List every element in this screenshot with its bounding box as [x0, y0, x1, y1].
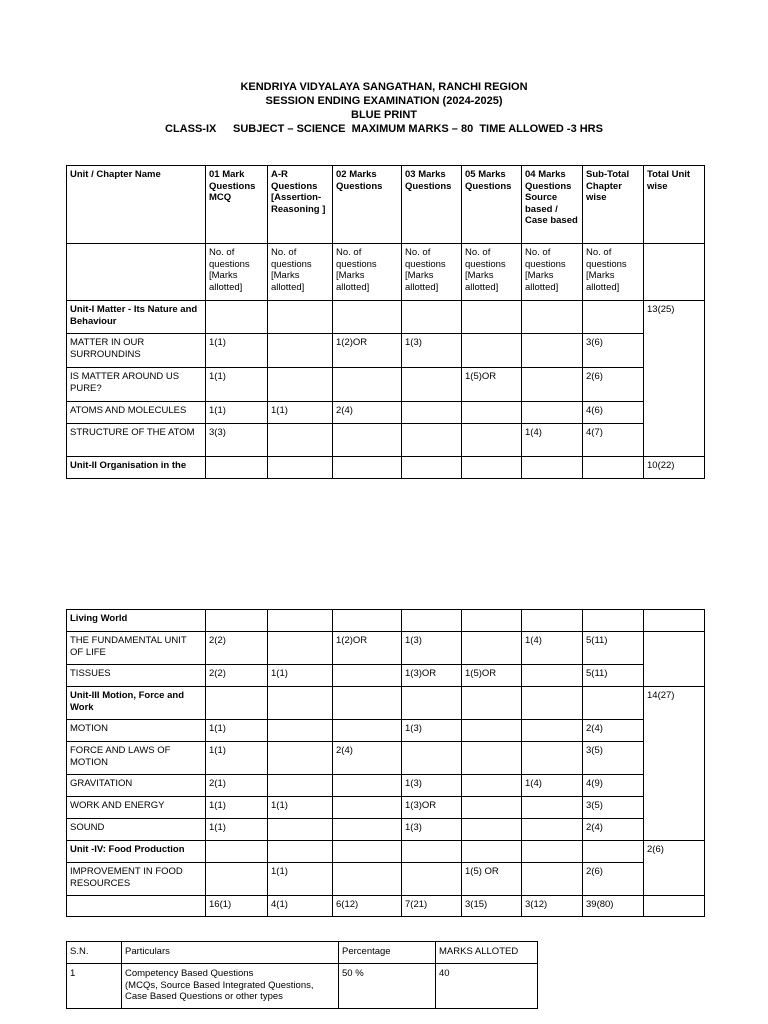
- four-marks-cell: [522, 841, 583, 863]
- column-header-total: Total Unit wise: [644, 166, 705, 244]
- assertion-reasoning-cell: [268, 775, 333, 797]
- two-marks-cell: [333, 368, 402, 402]
- four-marks-cell: [522, 402, 583, 424]
- five-marks-cell: [462, 610, 522, 632]
- four-marks-cell: 1(4): [522, 775, 583, 797]
- column-header-2-marks: 02 Marks Questions: [333, 166, 402, 244]
- four-marks-cell: [522, 457, 583, 479]
- unit-total-cell: [644, 896, 705, 917]
- subtotal-cell: 3(6): [583, 334, 644, 368]
- two-marks-cell: [333, 797, 402, 819]
- unit-total-cell: [644, 665, 705, 687]
- subtotal-cell: 2(6): [583, 863, 644, 896]
- five-marks-cell: 1(5)OR: [462, 368, 522, 402]
- four-marks-cell: 1(4): [522, 632, 583, 665]
- three-marks-cell: 1(3): [402, 334, 462, 368]
- five-marks-cell: [462, 687, 522, 720]
- four-marks-cell: [522, 687, 583, 720]
- assertion-reasoning-cell: 1(1): [268, 665, 333, 687]
- assertion-reasoning-cell: [268, 742, 333, 775]
- five-marks-cell: [462, 334, 522, 368]
- weightage-header-particulars: Particulars: [122, 942, 339, 964]
- subheader-empty-cell: [67, 244, 206, 301]
- header-class: CLASS-IX: [165, 123, 217, 135]
- blueprint-table-part-1: [66, 165, 705, 479]
- weightage-table: [66, 941, 538, 1009]
- weightage-percentage: 50 %: [339, 964, 436, 1009]
- chapter-row: [67, 797, 705, 819]
- assertion-reasoning-cell: [268, 610, 333, 632]
- three-marks-cell: 7(21): [402, 896, 462, 917]
- subheader-cell: No. of questions [Marks allotted]: [268, 244, 333, 301]
- column-header-unit: Unit / Chapter Name: [67, 166, 206, 244]
- three-marks-cell: [402, 402, 462, 424]
- two-marks-cell: [333, 863, 402, 896]
- chapter-name-cell: Unit-I Matter - Its Nature and Behaviour: [67, 301, 206, 334]
- five-marks-cell: 1(5)OR: [462, 665, 522, 687]
- three-marks-cell: [402, 301, 462, 334]
- mcq-cell: 3(3): [206, 424, 268, 457]
- mcq-cell: 1(1): [206, 797, 268, 819]
- five-marks-cell: 1(5) OR: [462, 863, 522, 896]
- subtotal-cell: 39(80): [583, 896, 644, 917]
- subtotal-cell: [583, 687, 644, 720]
- subtotal-cell: 3(5): [583, 797, 644, 819]
- mcq-cell: 16(1): [206, 896, 268, 917]
- mcq-cell: 2(1): [206, 775, 268, 797]
- chapter-row: [67, 424, 705, 457]
- mcq-cell: 2(2): [206, 632, 268, 665]
- unit-total-cell: [644, 424, 705, 457]
- two-marks-cell: 2(4): [333, 402, 402, 424]
- unit-row: [67, 301, 705, 334]
- subheader-cell: No. of questions [Marks allotted]: [206, 244, 268, 301]
- five-marks-cell: [462, 841, 522, 863]
- assertion-reasoning-cell: [268, 720, 333, 742]
- three-marks-cell: [402, 610, 462, 632]
- two-marks-cell: [333, 424, 402, 457]
- mcq-cell: 2(2): [206, 665, 268, 687]
- column-header-3-marks: 03 Marks Questions: [402, 166, 462, 244]
- unit-row: [67, 687, 705, 720]
- four-marks-cell: [522, 819, 583, 841]
- subtotal-cell: [583, 457, 644, 479]
- weightage-particulars: Competency Based Questions (MCQs, Source Based Integrated Questions, Case Based Questions or other types: [122, 964, 339, 1009]
- chapter-row: [67, 819, 705, 841]
- subtotal-cell: 5(11): [583, 665, 644, 687]
- three-marks-cell: 1(3)OR: [402, 665, 462, 687]
- assertion-reasoning-cell: 1(1): [268, 863, 333, 896]
- header-line-3: BLUE PRINT: [351, 109, 417, 121]
- assertion-reasoning-cell: 1(1): [268, 797, 333, 819]
- five-marks-cell: [462, 775, 522, 797]
- four-marks-cell: [522, 742, 583, 775]
- four-marks-cell: [522, 301, 583, 334]
- chapter-row: [67, 742, 705, 775]
- chapter-name-cell: WORK AND ENERGY: [67, 797, 206, 819]
- chapter-name-cell: ATOMS AND MOLECULES: [67, 402, 206, 424]
- three-marks-cell: 1(3): [402, 819, 462, 841]
- two-marks-cell: [333, 720, 402, 742]
- mcq-cell: 1(1): [206, 402, 268, 424]
- column-header-assertion-reasoning: A-R Questions [Assertion-Reasoning ]: [268, 166, 333, 244]
- three-marks-cell: [402, 368, 462, 402]
- chapter-name-cell: STRUCTURE OF THE ATOM: [67, 424, 206, 457]
- three-marks-cell: [402, 457, 462, 479]
- five-marks-cell: [462, 457, 522, 479]
- unit-total-cell: [644, 775, 705, 797]
- two-marks-cell: 1(2)OR: [333, 632, 402, 665]
- chapter-name-cell: Unit-III Motion, Force and Work: [67, 687, 206, 720]
- two-marks-cell: [333, 775, 402, 797]
- unit-total-cell: 2(6): [644, 841, 705, 863]
- four-marks-cell: [522, 610, 583, 632]
- mcq-cell: [206, 457, 268, 479]
- unit-total-cell: [644, 402, 705, 424]
- four-marks-cell: [522, 720, 583, 742]
- four-marks-cell: 1(4): [522, 424, 583, 457]
- mcq-cell: 1(1): [206, 819, 268, 841]
- subtotal-cell: [583, 841, 644, 863]
- chapter-name-cell: SOUND: [67, 819, 206, 841]
- unit-total-cell: [644, 368, 705, 402]
- chapter-name-cell: MOTION: [67, 720, 206, 742]
- subtotal-cell: 4(9): [583, 775, 644, 797]
- assertion-reasoning-cell: [268, 424, 333, 457]
- three-marks-cell: [402, 687, 462, 720]
- blueprint-body-part-1: [67, 301, 705, 479]
- mcq-cell: 1(1): [206, 368, 268, 402]
- subtotal-cell: 2(6): [583, 368, 644, 402]
- unit-total-cell: [644, 720, 705, 742]
- chapter-row: [67, 368, 705, 402]
- unit-row: [67, 610, 705, 632]
- assertion-reasoning-cell: 4(1): [268, 896, 333, 917]
- weightage-header-sn: S.N.: [67, 942, 122, 964]
- blueprint-subheader-row: [67, 244, 705, 301]
- blueprint-header-row: [67, 166, 705, 244]
- three-marks-cell: 1(3): [402, 775, 462, 797]
- two-marks-cell: [333, 610, 402, 632]
- unit-total-cell: [644, 742, 705, 775]
- subtotal-cell: [583, 610, 644, 632]
- unit-total-cell: 13(25): [644, 301, 705, 334]
- chapter-name-cell: IMPROVEMENT IN FOOD RESOURCES: [67, 863, 206, 896]
- chapter-row: [67, 402, 705, 424]
- assertion-reasoning-cell: [268, 632, 333, 665]
- weightage-header-marks: MARKS ALLOTED: [436, 942, 538, 964]
- subheader-cell: No. of questions [Marks allotted]: [402, 244, 462, 301]
- mcq-cell: 1(1): [206, 720, 268, 742]
- subtotal-cell: 3(5): [583, 742, 644, 775]
- two-marks-cell: [333, 841, 402, 863]
- chapter-row: [67, 334, 705, 368]
- four-marks-cell: [522, 665, 583, 687]
- mcq-cell: [206, 301, 268, 334]
- two-marks-cell: 6(12): [333, 896, 402, 917]
- column-header-5-marks: 05 Marks Questions: [462, 166, 522, 244]
- unit-total-cell: [644, 863, 705, 896]
- five-marks-cell: [462, 819, 522, 841]
- two-marks-cell: [333, 687, 402, 720]
- two-marks-cell: 2(4): [333, 742, 402, 775]
- assertion-reasoning-cell: [268, 301, 333, 334]
- five-marks-cell: [462, 742, 522, 775]
- header-line-2: SESSION ENDING EXAMINATION (2024-2025): [265, 95, 503, 107]
- five-marks-cell: [462, 424, 522, 457]
- chapter-name-cell: IS MATTER AROUND US PURE?: [67, 368, 206, 402]
- column-header-subtotal: Sub-Total Chapter wise: [583, 166, 644, 244]
- subheader-cell: No. of questions [Marks allotted]: [462, 244, 522, 301]
- weightage-sn: 1: [67, 964, 122, 1009]
- unit-row: [67, 457, 705, 479]
- weightage-header-row: [67, 942, 538, 964]
- mcq-cell: [206, 687, 268, 720]
- mcq-cell: 1(1): [206, 334, 268, 368]
- blueprint-table-part-2: [66, 609, 705, 917]
- chapter-row: [67, 632, 705, 665]
- three-marks-cell: [402, 841, 462, 863]
- header-line-1: KENDRIYA VIDYALAYA SANGATHAN, RANCHI REGION: [240, 81, 528, 93]
- assertion-reasoning-cell: [268, 841, 333, 863]
- three-marks-cell: [402, 742, 462, 775]
- subtotal-cell: 2(4): [583, 819, 644, 841]
- blueprint-body-part-2: [67, 610, 705, 917]
- column-header-4-marks: 04 Marks Questions Source based / Case based: [522, 166, 583, 244]
- three-marks-cell: [402, 863, 462, 896]
- weightage-row: [67, 964, 538, 1009]
- unit-total-cell: [644, 632, 705, 665]
- assertion-reasoning-cell: [268, 368, 333, 402]
- header-subject: SUBJECT – SCIENCE MAXIMUM MARKS – 80 TIME ALLOWED -3 HRS: [233, 123, 603, 135]
- two-marks-cell: [333, 301, 402, 334]
- chapter-name-cell: Unit -IV: Food Production: [67, 841, 206, 863]
- five-marks-cell: [462, 720, 522, 742]
- subtotal-cell: 2(4): [583, 720, 644, 742]
- unit-total-cell: 14(27): [644, 687, 705, 720]
- four-marks-cell: [522, 368, 583, 402]
- subtotal-cell: 4(6): [583, 402, 644, 424]
- four-marks-cell: [522, 334, 583, 368]
- chapter-name-cell: TISSUES: [67, 665, 206, 687]
- unit-total-cell: [644, 610, 705, 632]
- subtotal-cell: 4(7): [583, 424, 644, 457]
- chapter-row: [67, 720, 705, 742]
- grand-total-row: [67, 896, 705, 917]
- assertion-reasoning-cell: [268, 687, 333, 720]
- five-marks-cell: [462, 797, 522, 819]
- assertion-reasoning-cell: [268, 819, 333, 841]
- subtotal-cell: 5(11): [583, 632, 644, 665]
- chapter-name-cell: [67, 896, 206, 917]
- unit-total-cell: [644, 334, 705, 368]
- subheader-cell: No. of questions [Marks allotted]: [583, 244, 644, 301]
- mcq-cell: 1(1): [206, 742, 268, 775]
- unit-row: [67, 841, 705, 863]
- assertion-reasoning-cell: [268, 457, 333, 479]
- mcq-cell: [206, 863, 268, 896]
- unit-total-cell: [644, 797, 705, 819]
- chapter-row: [67, 863, 705, 896]
- chapter-row: [67, 665, 705, 687]
- two-marks-cell: [333, 665, 402, 687]
- five-marks-cell: [462, 301, 522, 334]
- chapter-name-cell: GRAVITATION: [67, 775, 206, 797]
- chapter-name-cell: Unit-II Organisation in the: [67, 457, 206, 479]
- two-marks-cell: [333, 819, 402, 841]
- subheader-cell: No. of questions [Marks allotted]: [333, 244, 402, 301]
- subheader-cell: No. of questions [Marks allotted]: [522, 244, 583, 301]
- three-marks-cell: 1(3)OR: [402, 797, 462, 819]
- chapter-name-cell: Living World: [67, 610, 206, 632]
- three-marks-cell: 1(3): [402, 720, 462, 742]
- five-marks-cell: [462, 402, 522, 424]
- weightage-marks: 40: [436, 964, 538, 1009]
- assertion-reasoning-cell: [268, 334, 333, 368]
- chapter-name-cell: THE FUNDAMENTAL UNIT OF LIFE: [67, 632, 206, 665]
- subheader-empty-cell: [644, 244, 705, 301]
- mcq-cell: [206, 610, 268, 632]
- four-marks-cell: [522, 863, 583, 896]
- four-marks-cell: 3(12): [522, 896, 583, 917]
- three-marks-cell: [402, 424, 462, 457]
- chapter-row: [67, 775, 705, 797]
- unit-total-cell: 10(22): [644, 457, 705, 479]
- chapter-name-cell: FORCE AND LAWS OF MOTION: [67, 742, 206, 775]
- five-marks-cell: [462, 632, 522, 665]
- two-marks-cell: 1(2)OR: [333, 334, 402, 368]
- two-marks-cell: [333, 457, 402, 479]
- chapter-name-cell: MATTER IN OUR SURROUNDINS: [67, 334, 206, 368]
- column-header-1-mark: 01 Mark Questions MCQ: [206, 166, 268, 244]
- three-marks-cell: 1(3): [402, 632, 462, 665]
- unit-total-cell: [644, 819, 705, 841]
- weightage-header-percentage: Percentage: [339, 942, 436, 964]
- five-marks-cell: 3(15): [462, 896, 522, 917]
- four-marks-cell: [522, 797, 583, 819]
- subtotal-cell: [583, 301, 644, 334]
- mcq-cell: [206, 841, 268, 863]
- assertion-reasoning-cell: 1(1): [268, 402, 333, 424]
